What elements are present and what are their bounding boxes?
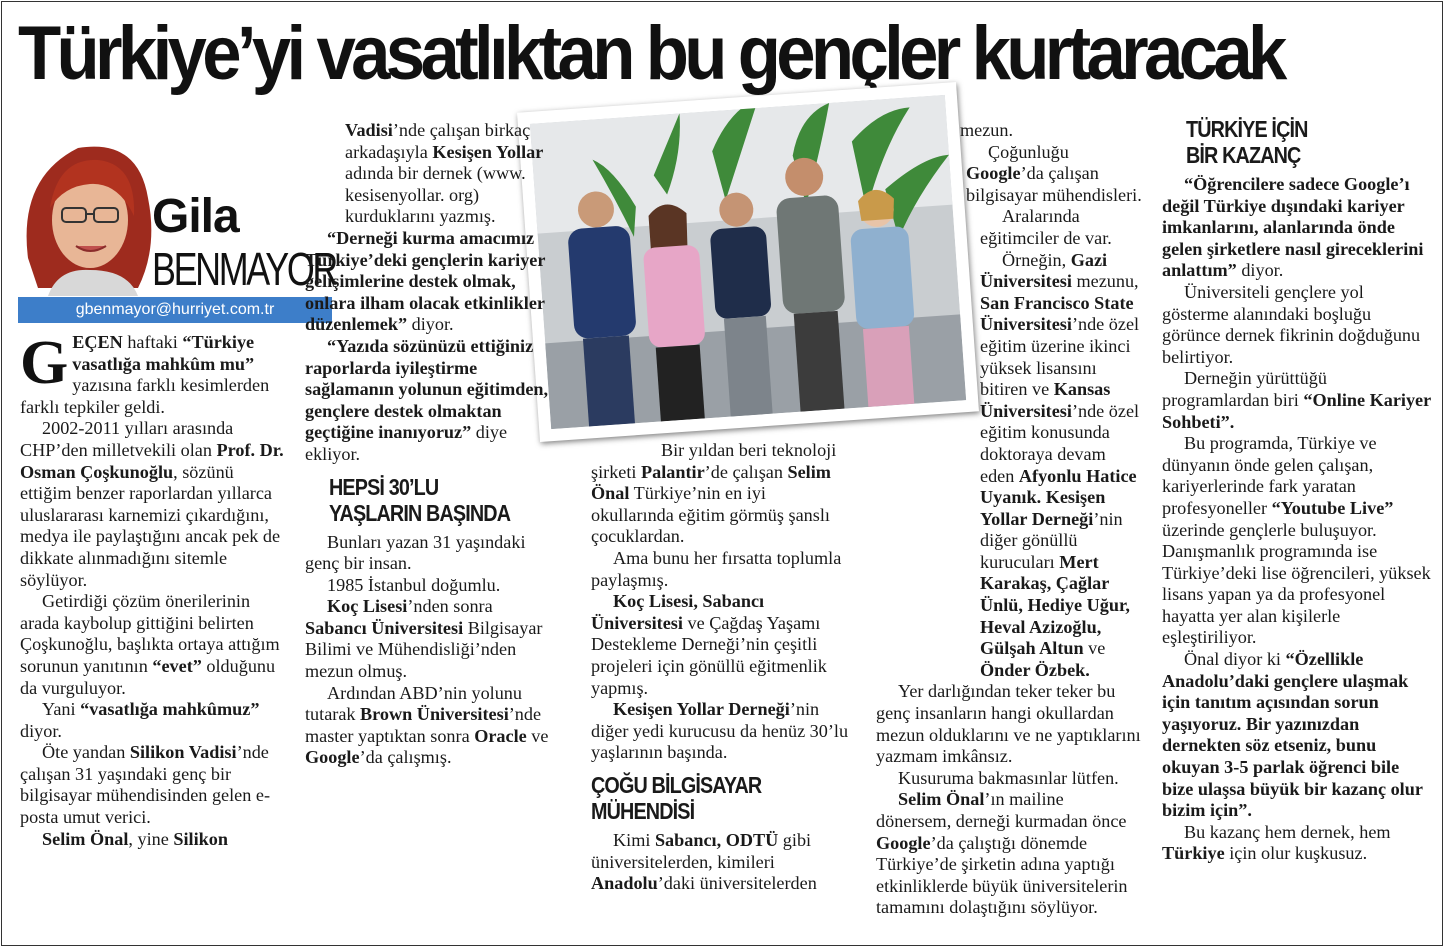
paragraph: Bunları yazan 31 yaşındaki genç bir insan. — [305, 531, 526, 574]
paragraph: Aralarında eğitimciler de var. — [980, 206, 1112, 248]
paragraph: Ardından ABD’nin yolunu tutarak Brown Üniversitesi’nde master yaptıktan sonra Oracle ve Google’da çalışmış. — [305, 682, 549, 768]
subheading: HEPSİ 30’LU YAŞLARIN BAŞINDA — [329, 473, 511, 526]
column-2 — [305, 120, 555, 769]
drop-cap: G — [20, 329, 69, 397]
paragraph: Üniversiteli gençlere yol gösterme alanındaki boşluğu görünce dernek fikrinin doğduğunu belirtiyor. — [1162, 281, 1421, 367]
paragraph: Bir yıldan beri teknoloji şirketi Palantir’de çalışan Selim Önal Türkiye’nin en iyi okullarında eğitim görmüş şanslı çocuklardan. — [591, 440, 837, 547]
paragraph: Kesişen Yollar Derneği’nin diğer yedi kurucusu da henüz 30’lu yaşlarının başında. — [591, 699, 849, 763]
paragraph: Yani “vasatlığa mahkûmuz” diyor. — [20, 699, 260, 741]
paragraph: Bu programda, Türkiye ve dünyanın önde gelen çalışan, kariyerlerinde fark yaratan profesyoneller “Youtube Live” üzerinde gençlerle buluşuyor. Danışmanlık programında ise Türkiye’deki lise öğrencileri, yüksek lisans yapan ya da profesyonel hayatta yer alan kişilerle eşleştiriliyor. — [1162, 433, 1431, 648]
paragraph: “Derneği kurma amacımız Türkiye’deki gençlerin kariyer gelişimlerine destek olmak, onlara ilham olacak etkinlikler düzenlemek” diyor. — [305, 227, 546, 335]
paragraph: Kimi Sabancı, ODTÜ gibi üniversitelerden, kimileri Anadolu’daki üniversitelerden — [591, 829, 817, 894]
column-4 — [876, 120, 1142, 919]
paragraph: “Öğrencilere sadece Google’ı değil Türkiye dışındaki kariyer imkanlarını, alanlarında önde gelen şirketlere nasıl gireceklerini anlattım” diyor. — [1162, 174, 1424, 281]
paragraph: Ama bunu her fırsatta toplumla paylaşmış. — [591, 547, 842, 590]
paragraph: “Yazıda sözünüzü ettiğiniz raporlarda iyileştirme sağlamanın yolunun eğitimden, gençlere destek olmaktan geçtiğine inanıyoruz” diye ekliyor. — [305, 335, 549, 464]
paragraph: mezun. — [960, 120, 1014, 140]
paragraph: Vadisi’nde çalışan birkaç arkadaşıyla Kesişen Yollar adında bir dernek (www. kesisenyollar. org) kurduklarını yazmış. — [345, 120, 544, 227]
paragraph: Kusuruma bakmasınlar lütfen. — [898, 767, 1119, 788]
column-1 — [20, 329, 288, 850]
paragraph: Selim Önal, yine Silikon — [42, 828, 228, 849]
paragraph: Örneğin, Gazi Üniversitesi mezunu, San Francisco State Üniversitesi’nde özel eğitim üzerine ikinci yüksek lisansını bitiren ve Kansas Üniversitesi’nde özel eğitim konusunda doktoraya devam eden Afyonlu Hatice Uyanık. Kesişen Yollar Derneği’nin diğer gönüllü kurucuları Mert Karakaş, Çağlar Ünlü, Hediye Uğur, Heval Azizoğlu, Gülşah Altun ve Önder Özbek. — [980, 249, 1140, 680]
author-last-name: BENMAYOR — [152, 243, 336, 295]
subheading: TÜRKİYE İÇİN BİR KAZANÇ — [1186, 116, 1308, 168]
paragraph: Selim Önal’ın mailine dönersem, derneği kurmadan önce Google’da çalıştığı dönemde Türkiye’de şirketin adına yaptığı etkinliklerde büyük üniversitelerin tamamını dolaştığını söylüyor. — [876, 789, 1128, 918]
paragraph: Getirdiği çözüm önerilerinin arada kaybolup gittiğini belirten Çoşkunoğlu, başlıkta ortaya attığım sorunun yanıtının “evet” olduğunu da vurguluyor. — [20, 591, 280, 698]
paragraph: GEÇEN haftaki “Türkiye vasatlığa mahkûm mu” yazısına farklı kesimlerden farklı tepkiler geldi. — [20, 329, 270, 417]
column-5 — [1162, 116, 1432, 865]
paragraph: Önal diyor ki “Özellikle Anadolu’daki gençlere ulaşmak için tanıtım açısından sorun yaşıyoruz. Bir yazınızdan dernekten söz etseniz, bunu okuyan 3-5 parlak öğrenci bile bize ulaşsa büyük bir kazanç olur bizim için”. — [1162, 649, 1423, 821]
author-portrait-icon — [18, 138, 154, 296]
paragraph: Bu kazanç hem dernek, hem Türkiye için olur kuşkusuz. — [1162, 821, 1391, 864]
paragraph: Koç Lisesi, Sabancı Üniversitesi ve Çağdaş Yaşamı Destekleme Derneği’nin çeşitli projeleri için gönüllü eğitmenlik yapmış. — [591, 591, 827, 698]
subheading: ÇOĞU BİLGİSAYAR MÜHENDİSİ — [591, 771, 762, 824]
paragraph: Çoğunluğu Google’da çalışan bilgisayar mühendisleri. — [966, 141, 1142, 205]
paragraph: Derneğin yürüttüğü programlardan biri “Online Kariyer Sohbeti”. — [1162, 368, 1431, 432]
paragraph: 2002-2011 yılları arasında CHP’den milletvekili olan Prof. Dr. Osman Çoşkunoğlu, sözünü ettiğim benzer raporlardan yıllarca uluslararası karnemizi çıkardığını, medya ile paylaştığını ancak pek de dikkate alınmadığını sitemle söylüyor. — [20, 418, 284, 590]
column-3 — [591, 440, 853, 895]
paragraph: Yer darlığından teker teker bu genç insanların hangi okullardan mezun olduklarını ve ne yaptıklarını yazmam imkânsız. — [876, 681, 1141, 767]
paragraph: Öte yandan Silikon Vadisi’nde çalışan 31 yaşındaki genç bir bilgisayar mühendisinden gelen e-posta umut verici. — [20, 742, 271, 828]
paragraph: 1985 İstanbul doğumlu. — [327, 574, 501, 595]
headline: Türkiye’yi vasatlıktan bu gençler kurtaracak — [18, 11, 1283, 96]
paragraph: Koç Lisesi’nden sonra Sabancı Üniversitesi Bilgisayar Bilimi ve Mühendisliği’nden mezun olmuş. — [305, 596, 543, 682]
author-email[interactable]: gbenmayor@hurriyet.com.tr — [18, 297, 332, 323]
author-first-name: Gila — [152, 190, 239, 243]
